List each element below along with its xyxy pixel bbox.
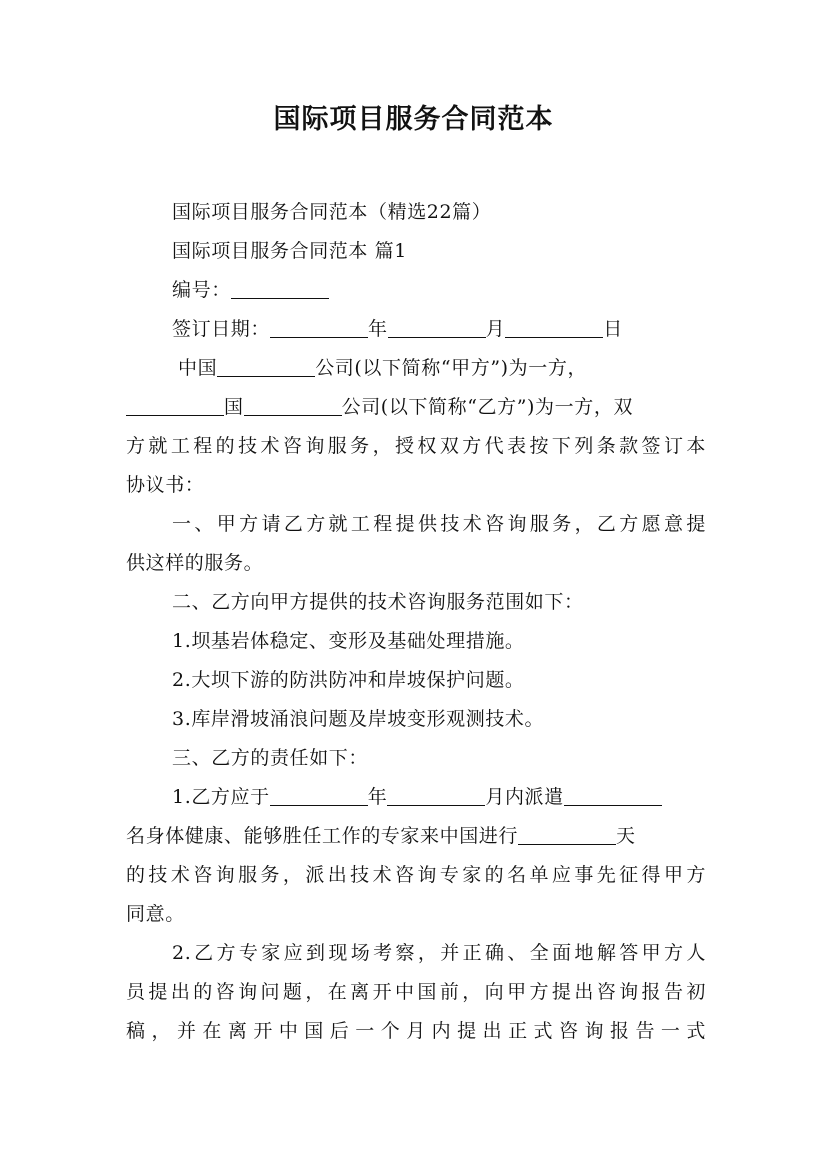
party-b-country-blank: [126, 393, 224, 416]
clause-three-heading: 三、乙方的责任如下：: [172, 747, 369, 769]
clause-two-heading: 二、乙方向甲方提供的技术咨询服务范围如下：: [172, 591, 584, 613]
signing-date-label: 签订日期：: [172, 318, 271, 340]
clause-two-item: 1.坝基岩体稳定、变形及基础处理措施。: [172, 630, 525, 652]
days-label: 天: [616, 825, 636, 847]
dispatch-month-label: 月内派遣: [485, 786, 564, 808]
experts-text: 名身体健康、能够胜任工作的专家来中国进行: [126, 825, 519, 847]
section-heading: 国际项目服务合同范本 篇1: [172, 240, 407, 262]
clause-three-item-two: 稿，并在离开中国后一个月内提出正式咨询报告一式: [126, 1020, 706, 1042]
contract-number-blank: [231, 276, 329, 299]
subtitle-line: 国际项目服务合同范本（精选22篇）: [172, 201, 492, 223]
service-days-blank: [518, 822, 616, 845]
clause-two-item: 3.库岸滑坡涌浪问题及岸坡变形观测技术。: [172, 708, 545, 730]
dispatch-month-blank: [387, 783, 485, 806]
party-a-company-blank: [217, 354, 315, 377]
party-b-country: 国: [224, 396, 244, 418]
party-a-text: 公司(以下简称“甲方”)为一方，: [315, 357, 588, 379]
dispatch-year-blank: [270, 783, 368, 806]
clause-two-item: 2.大坝下游的防洪防冲和岸坡保护问题。: [172, 669, 525, 691]
document-title: 国际项目服务合同范本: [273, 104, 554, 135]
month-label: 月: [485, 318, 506, 340]
party-a-line: [126, 349, 706, 388]
party-a-country: 中国: [178, 357, 218, 379]
party-b-company-blank: [244, 393, 342, 416]
clause-three-item-one: [126, 778, 706, 817]
clause-one-line: 一、甲方请乙方就工程提供技术咨询服务，乙方愿意提: [172, 513, 706, 535]
clause-three-item-one: [126, 817, 706, 856]
year-label: 年: [368, 318, 388, 340]
clause-three-item-one: 的技术咨询服务，派出技术咨询专家的名单应事先征得甲方: [126, 864, 706, 886]
contract-number-line: [126, 271, 706, 310]
party-b-text: 公司(以下简称“乙方”)为一方，双: [341, 396, 634, 418]
party-b-line: [126, 388, 706, 427]
signing-date-line: [126, 310, 706, 349]
paragraph-line: 方就工程的技术咨询服务，授权双方代表按下列条款签订本: [126, 435, 706, 457]
dispatch-text: 1.乙方应于: [172, 786, 270, 808]
contract-number-label: 编号：: [172, 279, 231, 301]
dispatch-year-label: 年: [367, 786, 388, 808]
year-blank: [270, 315, 368, 338]
clause-three-item-two: 员提出的咨询问题，在离开中国前，向甲方提出咨询报告初: [126, 981, 706, 1003]
clause-three-item-one: 同意。: [126, 903, 185, 925]
clause-one-line: 供这样的服务。: [126, 552, 264, 574]
expert-count-blank: [564, 783, 662, 806]
clause-three-item-two: 2.乙方专家应到现场考察，并正确、全面地解答甲方人: [172, 942, 706, 964]
paragraph-line: 协议书：: [126, 474, 205, 496]
day-label: 日: [603, 318, 623, 340]
document-body: [126, 193, 706, 1051]
day-blank: [505, 315, 603, 338]
month-blank: [388, 315, 486, 338]
